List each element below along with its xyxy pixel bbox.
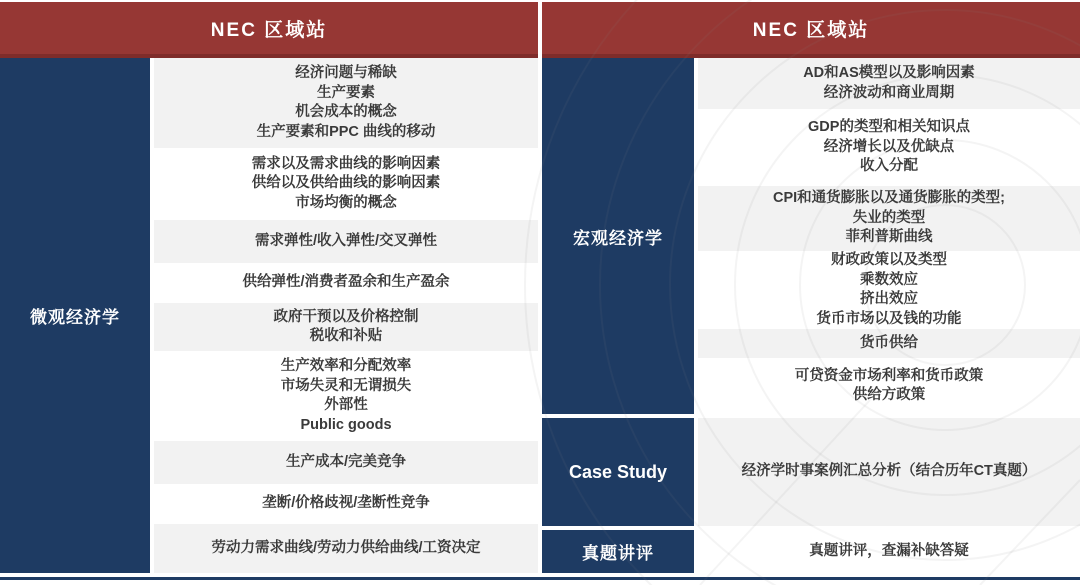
case-study-topic-list (698, 418, 1080, 526)
topic-line: 生产效率和分配效率 (280, 358, 412, 374)
topic-line: 经济波动和商业周期 (823, 84, 955, 101)
topic-line: 机会成本的概念 (295, 104, 397, 120)
topic-line: 市场失灵和无谓损失 (280, 377, 412, 394)
macro-table (542, 2, 1080, 573)
topic-line: AD和AS模型以及影响因素 (803, 65, 975, 81)
sidebar-case-study: Case Study (542, 418, 694, 526)
topic-line: CPI和通货膨胀以及通货膨胀的类型; (773, 190, 1005, 207)
topic-line: 经济问题与稀缺 (295, 65, 397, 81)
topic-line: 生产要素和PPC 曲线的移动 (256, 123, 436, 140)
left-table-header: NEC 区域站 (0, 2, 538, 58)
topic-line: 供给以及供给曲线的影响因素 (251, 175, 441, 192)
topic-line: 真题讲评，查漏补缺答疑 (809, 542, 969, 559)
topic-line: 生产要素 (317, 84, 375, 101)
topic-line: 货币市场以及钱的功能 (816, 310, 962, 327)
topic-line: 菲利普斯曲线 (845, 229, 933, 246)
sidebar-past-papers: 真题讲评 (542, 530, 694, 573)
topic-line: 失业的类型 (852, 209, 926, 226)
sidebar-microeconomics: 微观经济学 (0, 58, 150, 573)
topic-line: 外部性 (324, 397, 368, 413)
topic-line: 劳动力需求曲线/劳动力供给曲线/工资决定 (211, 539, 481, 556)
topic-line: 货币供给 (860, 334, 918, 351)
micro-topic-list (154, 58, 538, 573)
section-macroeconomics (542, 58, 1080, 414)
topic-row (154, 263, 538, 303)
topic-row (154, 441, 538, 484)
right-table-body (542, 58, 1080, 573)
topic-row (698, 418, 1080, 526)
section-past-papers (542, 530, 1080, 573)
topic-line: 收入分配 (860, 158, 918, 175)
micro-table (0, 2, 538, 573)
topic-line: GDP的类型和相关知识点 (808, 119, 970, 136)
left-table-body (0, 58, 538, 573)
topic-row (154, 351, 538, 441)
topic-row (698, 186, 1080, 251)
topic-line: 生产成本/完美竞争 (285, 453, 407, 470)
topic-line: 可贷资金市场利率和货币政策 (794, 367, 984, 384)
topic-line: 供给方政策 (852, 387, 926, 403)
topic-line: Public goods (300, 416, 392, 433)
topic-line: 政府干预以及价格控制 (273, 308, 419, 325)
bottom-border (0, 577, 1080, 580)
topic-row (698, 109, 1080, 186)
topic-row (154, 524, 538, 573)
topic-line: 垄断/价格歧视/垄断性竞争 (262, 495, 430, 512)
past-papers-topic-list (698, 530, 1080, 573)
macro-topic-list (698, 58, 1080, 414)
topic-line: 经济增长以及优缺点 (823, 138, 955, 155)
topic-line: 供给弹性/消费者盈余和生产盈余 (242, 274, 450, 291)
topic-row (698, 251, 1080, 329)
section-case-study (542, 418, 1080, 526)
topic-line: 财政政策以及类型 (831, 252, 947, 268)
sidebar-macroeconomics: 宏观经济学 (542, 58, 694, 414)
topic-line: 市场均衡的概念 (295, 194, 397, 211)
topic-line: 税收和补贴 (309, 328, 383, 344)
topic-line: 经济学时事案例汇总分析（结合历年CT真题） (741, 463, 1037, 480)
topic-row (154, 58, 538, 148)
topic-row (154, 148, 538, 220)
topic-row (698, 329, 1080, 358)
topic-row (698, 58, 1080, 109)
topic-line: 需求以及需求曲线的影响因素 (251, 155, 441, 172)
topic-line: 需求弹性/收入弹性/交叉弹性 (254, 232, 438, 249)
right-table-header: NEC 区域站 (542, 2, 1080, 58)
topic-line: 乘数效应 (860, 271, 918, 288)
topic-row (154, 484, 538, 524)
topic-row (154, 220, 538, 263)
topic-row (698, 358, 1080, 414)
topic-row (154, 303, 538, 351)
topic-line: 挤出效应 (860, 291, 918, 307)
topic-row (698, 530, 1080, 573)
